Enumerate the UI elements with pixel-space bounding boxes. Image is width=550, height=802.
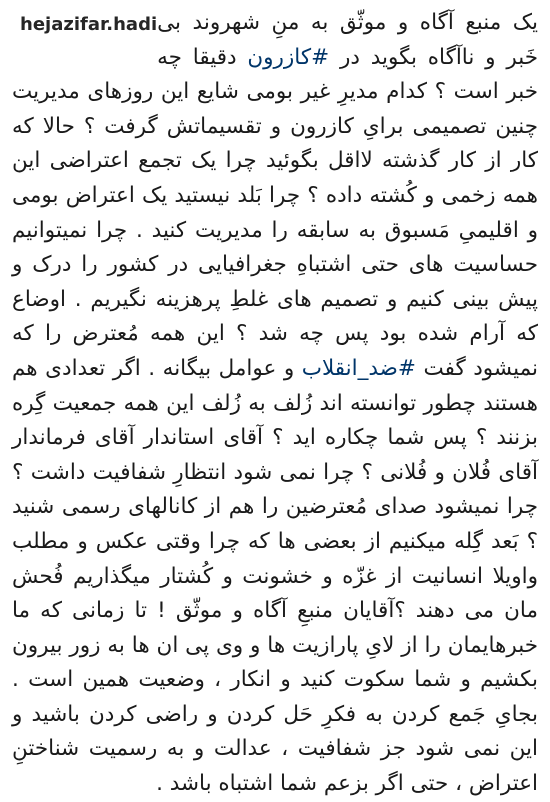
post-caption xyxy=(12,6,538,802)
caption-text-part-1: یک منبع آگاه و موثّق به منِ شهروند بی خَبر و ناآگاه بگوید در xyxy=(157,10,538,70)
caption-text-part-2: دقیقا چه خبر است ؟ کدام مدیرِ غیر بومی شایع این روزهای مدیریت چنین تصمیمی برایِ کازرون و تقسیماتش گرفت ؟ حالا که کار از کار گذشته لااقل بگوئید چرا یک تجمع اعتراضی این همه زخمی و کُشته داده ؟ چرا بَلد نیستید یک اعتراض بومی و اقلیمیِ مَسبوق به سابقه را مدیریت کنید . چرا نمیتوانیم حساسیت های حتی اشتباهِ جغرافیایی در کشور را درک و پیش بینی کنیم و تصمیم های غلطِ پرهزینه نگیریم . اوضاع که آرام شده بود پس چه شد ؟ این همه مُعترض را که نمیشود گفت xyxy=(12,44,538,381)
hashtag-kazerun-link[interactable]: #کازرون xyxy=(247,44,330,70)
hashtag-counter-revolution-link[interactable]: #ضد_انقلاب xyxy=(301,355,416,381)
username-link[interactable]: hejazifar.hadi xyxy=(20,14,158,35)
caption-text-part-3: و عوامل بیگانه . اگر تعدادی هم هستند چطور توانسته اند زُلف به زُلف این همه جمعیت گِره بزنند ؟ پس شما چکاره اید ؟ آقای استاندار آقای فرماندار آقای فُلان و فُلانی ؟ چرا نمی شود انتظارِ شفافیت داشت ؟ چرا نمیشود صدای مُعترضین را هم از کانالهای رسمی شنید ؟ بَعد گِله میکنیم از بعضی ها که چرا وقتی عکس و مطلب واویلا انسانیت از غزّه و خشونت و کُشتار میگذاریم فُحش مان می دهند ؟آقایان منبعِ آگاه و موثّق ! تا زمانی که ما خبرهایمان را از لایِ پارازیت ها و وی پی ان ها به زور بیرون بکشیم و شما سکوت کنید و انکار ، وضعیت همین است . بجایِ جَمع کردن به فکرِ حَل کردن و راضی کردن باشید و این نمی شود جز شفافیت ، عدالت و به رسمیت شناختنِ اعتراض ، حتی اگر بزعم شما اشتباه باشد . xyxy=(12,355,538,797)
